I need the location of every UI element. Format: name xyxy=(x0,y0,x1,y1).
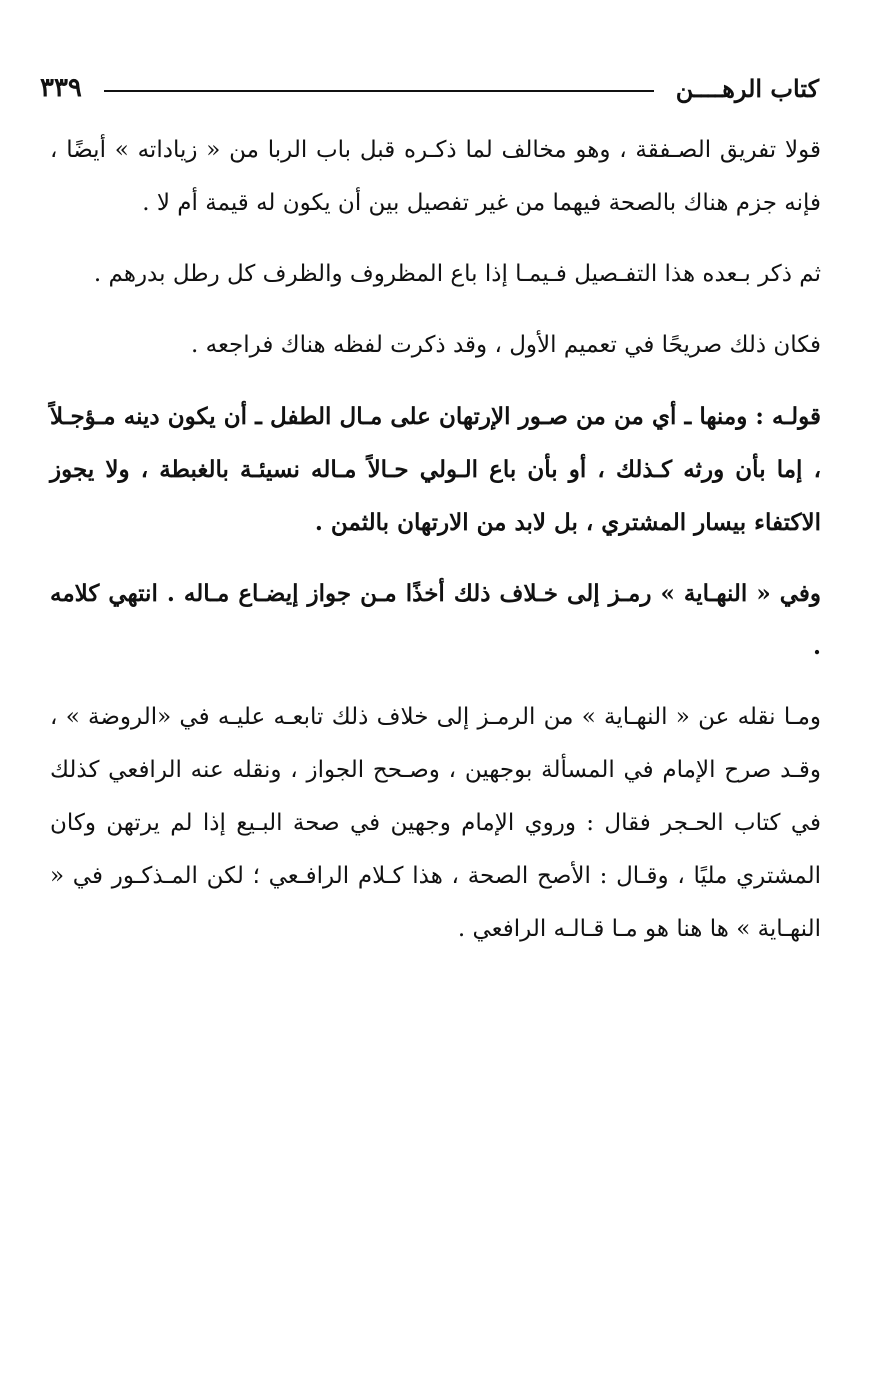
paragraph-3: فكان ذلك صريحًا في تعميم الأول ، وقد ذكرت لفظه هناك فراجعه . xyxy=(190,332,821,358)
paragraph-2: ثم ذكر بـعده هذا التفـصيل فـيمـا إذا باع المظروف والظرف كل رطل بدرهم . xyxy=(93,261,821,287)
paragraph-1: قولا تفريق الصـفقة ، وهو مخالف لما ذكـره قبل باب الربا من « زياداته » أيضًا ، فإنه جزم هناك بالصحة فيهما من غير تفصيل بين أن يكون له قيمة أم لا . xyxy=(50,137,821,216)
page-number: ٣٣٩ xyxy=(40,73,82,103)
quoted-paragraph-continued: وفي « النهـاية » رمـز إلى خـلاف ذلك أخذًا مـن جواز إيضـاع مـاله . انتهي كلامه . xyxy=(50,580,821,660)
quoted-paragraph: قولـه : ومنها ـ أي من من صـور الإرتهان على مـال الطفل ـ أن يكون دينه مـؤجـلاً ، إما بأن ورثه كـذلك ، أو بأن باع الـولي حـالاً مـاله نسيئـة بالغبطة ، ولا يجوز الاكتفاء بيسار المشتري ، بل لابد من الارتهان بالثمن . xyxy=(50,403,821,536)
page-body xyxy=(50,124,821,974)
running-title: كتاب الرهــــن xyxy=(675,73,819,103)
header-rule xyxy=(104,90,654,92)
page-header xyxy=(40,66,819,110)
paragraph-6: ومـا نقله عن « النهـاية » من الرمـز إلى خلاف ذلك تابعـه عليـه في «الروضة » ، وقـد صرح الإمام في المسألة بوجهين ، وصـحح الجواز ، ونقله عنه الرافعي كذلك في كتاب الحـجر فقال : وروي الإمام وجهين في صحة البـيع إذا لم يرتهن وكان المشتري مليًا ، وقـال : الأصح الصحة ، هذا كـلام الرافـعي ؛ لكن المـذكـور في « النهـاية » ها هنا هو مـا قـالـه الرافعي . xyxy=(50,704,821,942)
